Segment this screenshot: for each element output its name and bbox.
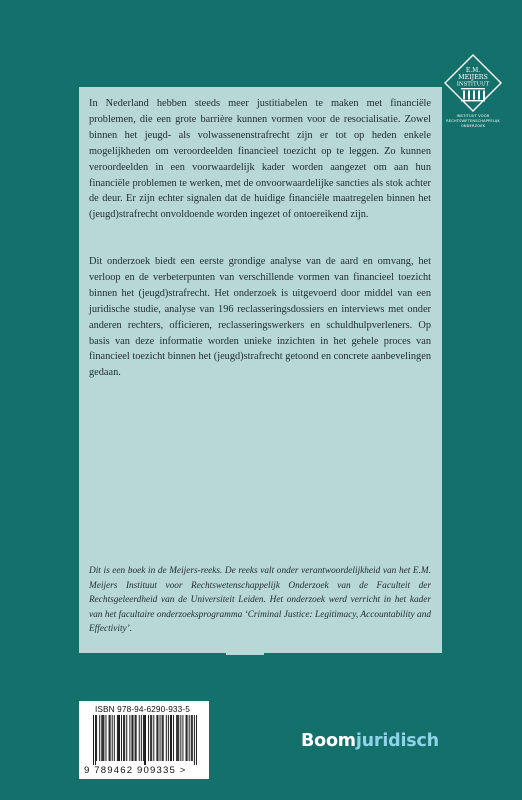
barcode-block [79,701,209,779]
publisher-name-part1: Boom [301,731,356,751]
publisher-logo [301,731,439,751]
meijers-institute-logo [444,54,502,112]
logo-line2: MEIJERS [458,74,488,81]
diamond-columns-icon [444,54,502,112]
series-note: Dit is een boek in de Meijers-reeks. De reeks valt onder verantwoordelijkheid van het E.M. Meijers Instituut voor Rechtswetenschappelijk Onderzoek van de Faculteit der Rechtsgeleerdheid van de Universiteit Leiden. Het onderzoek werd verricht in het kader van het facultaire onderzoeksprogramma ‘Criminal Justice: Legitimacy, Accountability and Effectivity’. [89,566,431,635]
logo-line1: E.M. [465,67,481,74]
intro-paragraph: In Nederland hebben steeds meer justitiabelen te maken met financiële problemen, die een grote barrière kunnen vormen voor de resocialisatie. Zowel binnen het jeugd- als volwassenenstrafrecht zijn er tot op heden enkele mogelijkheden om veroordeelden financieel toezicht op te leggen. Zo kunnen veroordeelden in een voorwaardelijk kader worden aangezet om aan hun financiële problemen te werken, met de onvoorwaardelijke sancties als stok achter de deur. Er zijn echter signalen dat de huidige financiële maatregelen binnen het (jeugd)strafrecht onvoldoende worden ingezet of ontoereikend zijn. [89,98,431,221]
publisher-name-part2: juridisch [355,731,439,751]
logo-caption-line: ONDERZOEK [460,124,486,128]
barcode-icon [93,715,197,765]
research-paragraph: Dit onderzoek biedt een eerste grondige analyse van de aard en omvang, het verloop en de verbeterpunten van verschillende vormen van financieel toezicht binnen het (jeugd)strafrecht. Het onderzoek is uitgevoerd door middel van een juridische studie, analyse van 196 reclasseringsdossiers en interviews met onder anderen rechters, officieren, reclasseringswerkers en schuldhulpverleners. Op basis van deze informatie worden unieke inzichten in het gehele proces van financieel toezicht binnen het (jeugd)strafrecht getoond en concrete aanbevelingen gedaan. [89,256,431,379]
barcode-digits: 9 789462 909335 > [84,765,187,776]
isbn-label: ISBN 978-94-6290-933-5 [95,704,190,714]
panel-tab [226,652,264,655]
logo-caption [436,114,510,129]
text-panel [79,87,442,653]
logo-line3: INSTITUUT [456,81,490,88]
logo-caption-line: INSTITUUT VOOR [456,114,490,118]
logo-caption-line: RECHTSWETENSCHAPPELIJK [446,119,500,123]
